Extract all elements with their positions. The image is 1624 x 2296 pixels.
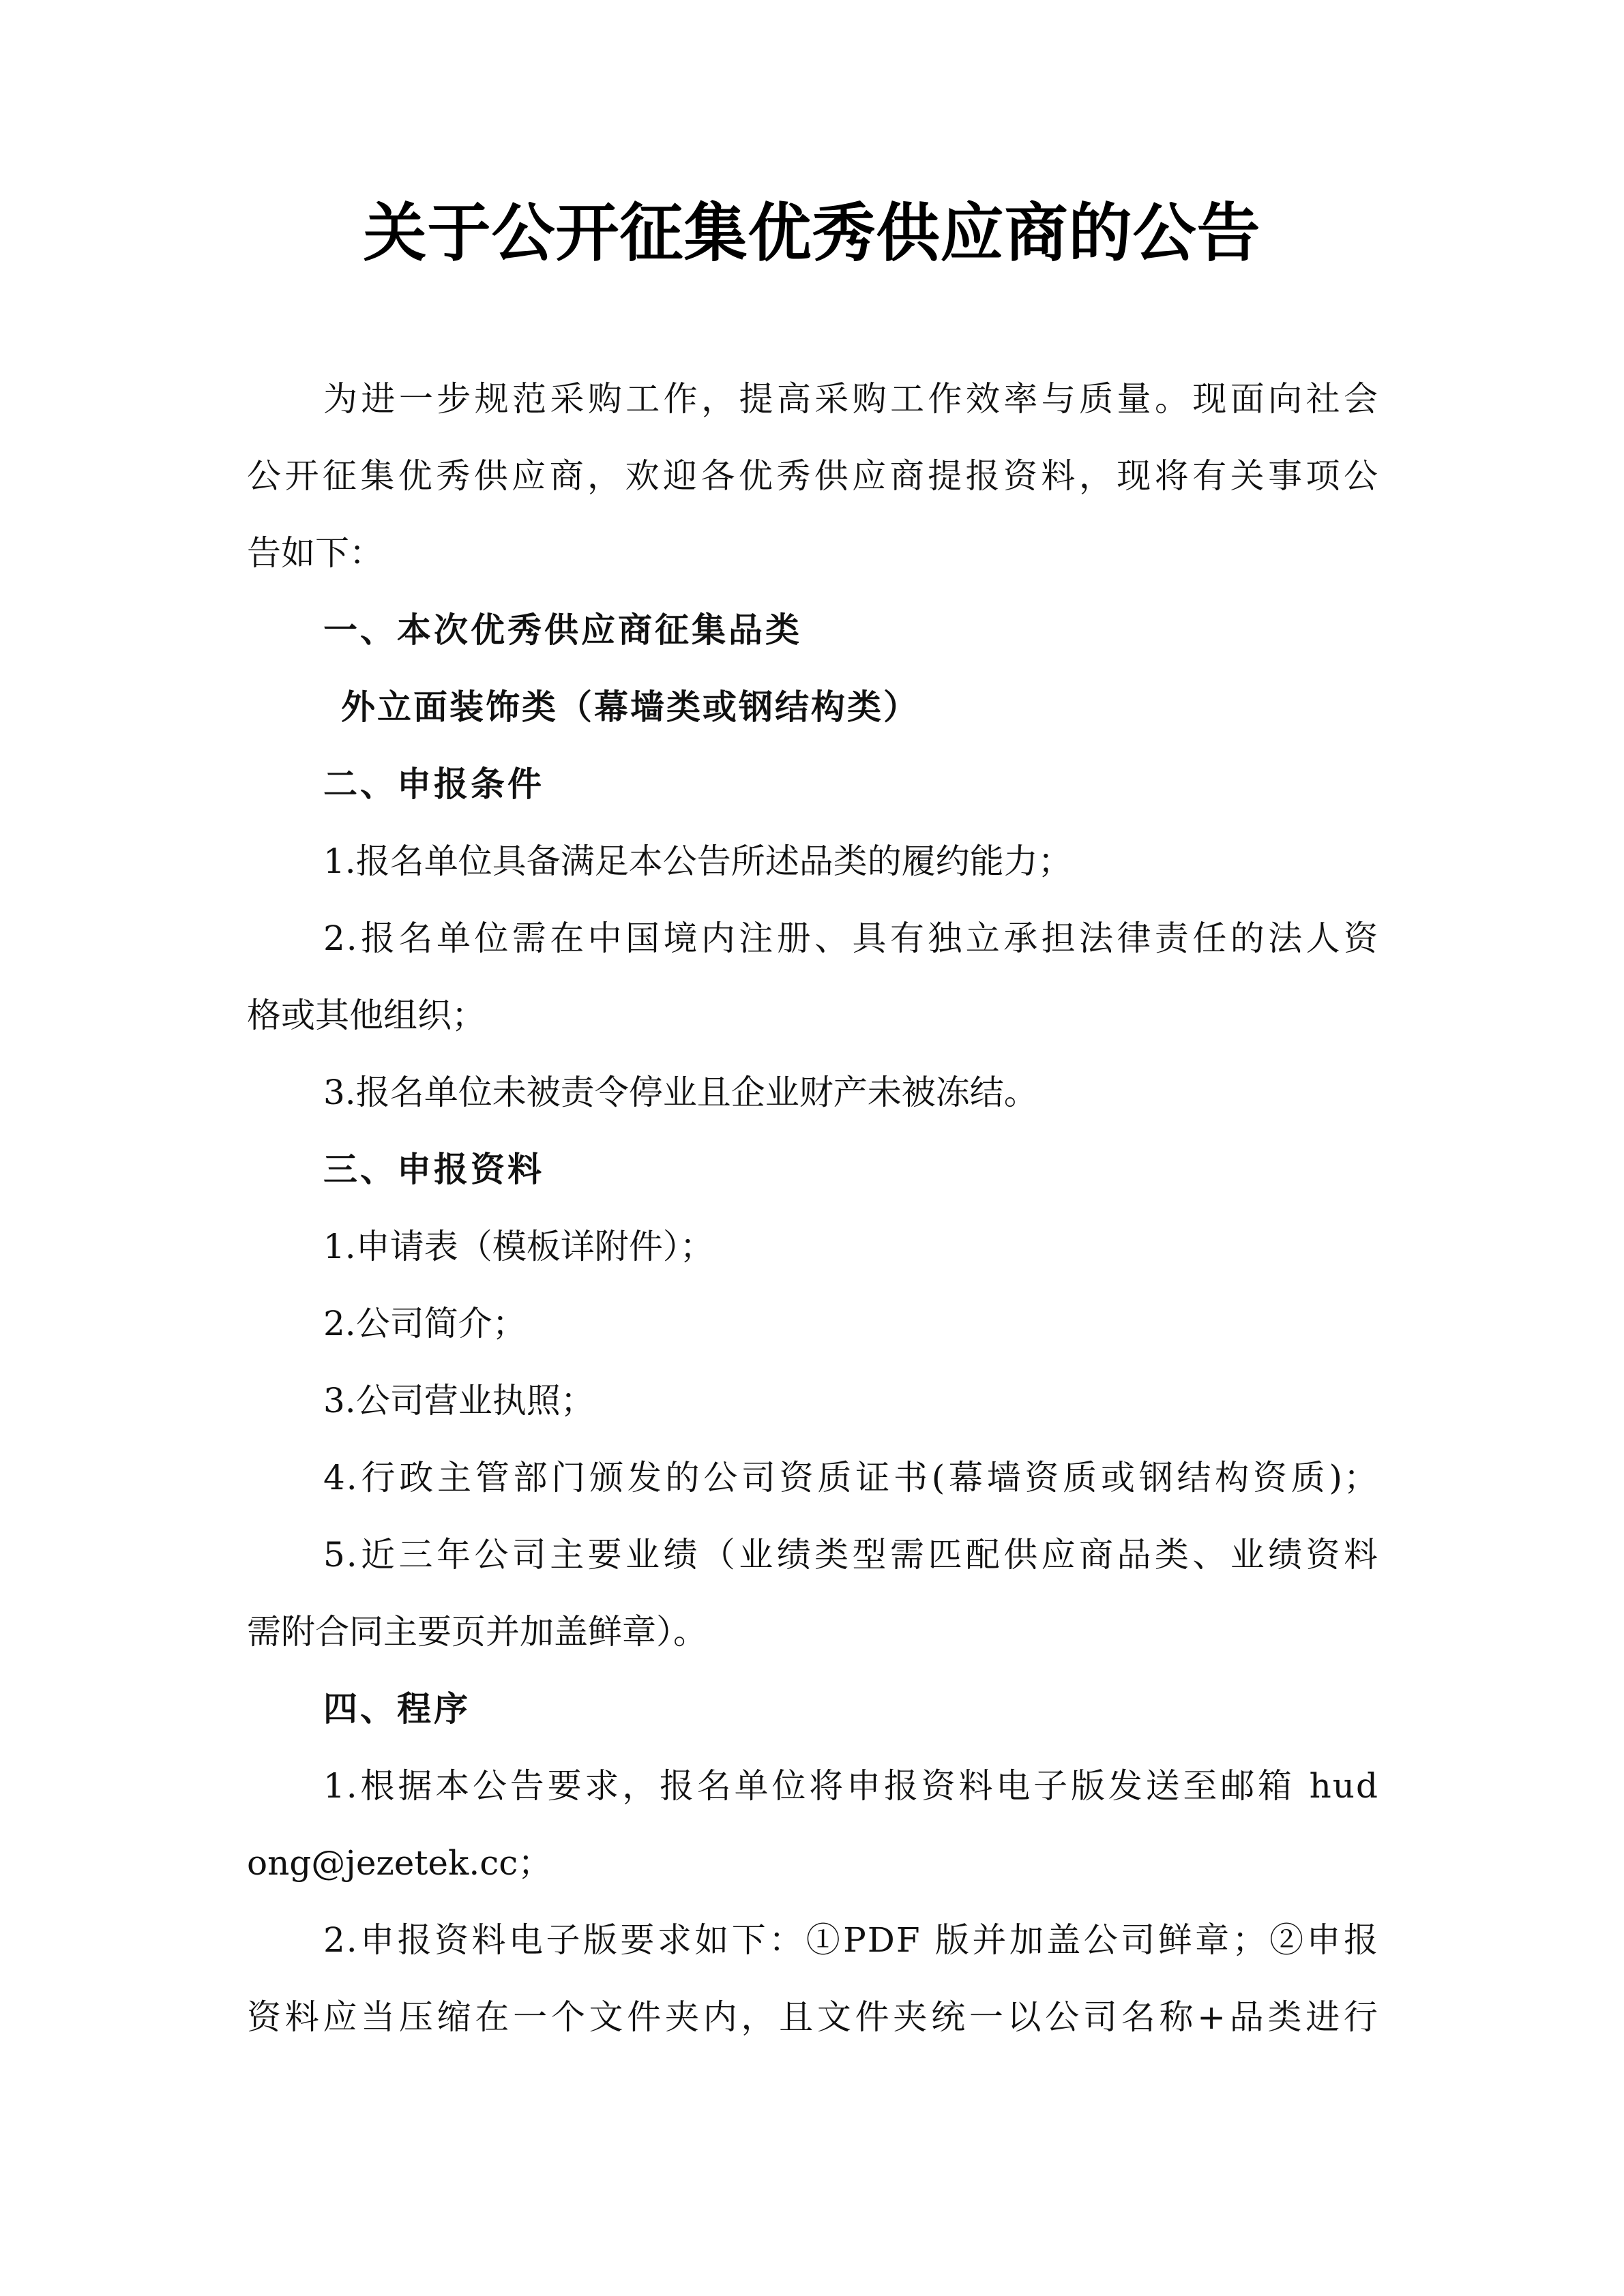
list-item: 4.行政主管部门颁发的公司资质证书(幕墙资质或钢结构资质)； (323, 1458, 1379, 1497)
paragraph-line: 需附合同主要页并加盖鲜章）。 (247, 1612, 707, 1652)
list-item (247, 1748, 1379, 1902)
paragraph-line: 2.报名单位需在中国境内注册、具有独立承担法律责任的法人资 (323, 919, 1379, 958)
section-heading-2: 二、申报条件 (323, 764, 544, 804)
paragraph-line: 资料应当压缩在一个文件夹内，且文件夹统一以公司名称+品类进行 (247, 1997, 1379, 2037)
document-body (247, 361, 1379, 2056)
paragraph-line: 告如下： (247, 533, 383, 573)
paragraph-line: 1.根据本公告要求，报名单位将申报资料电子版发送至邮箱 hud (323, 1766, 1379, 1806)
intro-paragraph (247, 361, 1379, 592)
section-heading-3: 三、申报资料 (323, 1150, 544, 1189)
email-address-line: ong@jezetek.cc； (247, 1843, 552, 1883)
paragraph-line: 公开征集优秀供应商，欢迎各优秀供应商提报资料，现将有关事项公 (247, 456, 1379, 496)
section-heading-4: 四、程序 (323, 1689, 471, 1729)
category-label: 外立面装饰类（幕墙类或钢结构类） (341, 687, 919, 727)
paragraph-line: 2.申报资料电子版要求如下：①PDF 版并加盖公司鲜章；②申报 (323, 1920, 1379, 1960)
list-item: 3.公司营业执照； (323, 1381, 595, 1420)
list-item: 3.报名单位未被责令停业且企业财产未被冻结。 (323, 1073, 1038, 1112)
paragraph-line: 5.近三年公司主要业绩（业绩类型需匹配供应商品类、业绩资料 (323, 1535, 1379, 1575)
list-item: 1.报名单位具备满足本公告所述品类的履约能力； (323, 841, 1072, 881)
list-item (247, 1902, 1379, 2056)
paragraph-line: 格或其他组织； (247, 996, 486, 1035)
paragraph-line: 为进一步规范采购工作，提高采购工作效率与质量。现面向社会 (323, 379, 1379, 419)
page-title: 关于公开征集优秀供应商的公告 (363, 196, 1261, 270)
section-heading-1: 一、本次优秀供应商征集品类 (323, 610, 802, 650)
list-item: 2.公司简介； (323, 1304, 527, 1343)
list-item: 1.申请表（模板详附件）； (323, 1227, 714, 1266)
list-item (247, 1517, 1379, 1671)
list-item (247, 900, 1379, 1054)
